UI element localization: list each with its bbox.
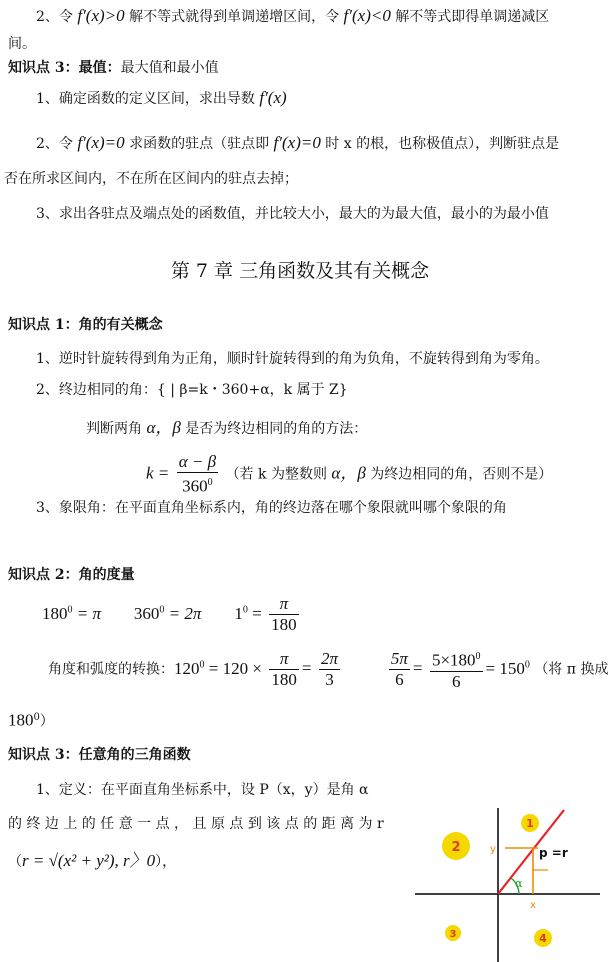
formula-line bbox=[146, 452, 552, 497]
text-line bbox=[36, 6, 549, 27]
text: 360 bbox=[133, 603, 160, 623]
fraction-denominator: 6 bbox=[452, 671, 461, 691]
text-line: 1、逆时针旋转得到角为正角，顺时针旋转得到的角为负角，不旋转得到角为零角。 bbox=[36, 351, 549, 367]
equation bbox=[486, 659, 530, 678]
math-inline: f′(x)<0 bbox=[343, 6, 391, 25]
fraction bbox=[389, 649, 410, 690]
fraction-denominator: 180 bbox=[271, 615, 297, 635]
equation bbox=[234, 604, 261, 623]
alpha-label: α bbox=[515, 877, 523, 890]
text: = 150 bbox=[485, 658, 525, 678]
fraction-denominator bbox=[177, 473, 218, 497]
text-line: 否在所求区间内，不在所在区间内的驻点去掉； bbox=[4, 171, 298, 187]
superscript: 0 bbox=[67, 604, 73, 615]
superscript: 0 bbox=[199, 659, 205, 670]
math-inline: f′(x) bbox=[259, 88, 287, 107]
heading-label: 知识点 3： bbox=[8, 747, 79, 763]
formula-line bbox=[48, 645, 608, 692]
text: 1 bbox=[234, 603, 243, 623]
fraction-numerator bbox=[430, 647, 483, 672]
math-inline: f′(x)=0 bbox=[273, 133, 321, 152]
point-label: p =r bbox=[539, 846, 568, 860]
text-line bbox=[8, 708, 54, 732]
fraction-denominator: 3 bbox=[325, 670, 334, 690]
text: 是否为终边相同的角的方法： bbox=[180, 421, 368, 437]
chapter-title: 第 7 章 三角函数及其有关概念 bbox=[170, 260, 430, 282]
text: = π bbox=[72, 603, 101, 623]
text: （将 π 换成 bbox=[534, 661, 608, 678]
y-label: y bbox=[490, 844, 496, 855]
superscript: 0 bbox=[524, 659, 530, 670]
fraction-denominator: 6 bbox=[395, 670, 404, 690]
fraction bbox=[269, 649, 299, 690]
text: 180 bbox=[42, 603, 68, 623]
text-line bbox=[86, 418, 367, 439]
text: 为终边相同的角，否则不是） bbox=[365, 466, 553, 483]
text: 360 bbox=[182, 476, 208, 496]
fraction-numerator: α − β bbox=[178, 452, 217, 471]
text: = 120 × bbox=[204, 658, 262, 678]
math-inline: f′(x)>0 bbox=[77, 6, 125, 25]
text: 时 x 的根，也称极值点），判断驻点是 bbox=[320, 136, 560, 152]
quadrant-2-label: 2 bbox=[451, 840, 461, 855]
heading-text: 角的有关概念 bbox=[78, 317, 163, 333]
heading-label: 知识点 1： bbox=[8, 317, 79, 333]
text: 180 bbox=[8, 710, 34, 730]
text: = bbox=[412, 658, 423, 678]
fraction-numerator: π bbox=[269, 649, 299, 670]
text: 1、确定函数的定义区间，求出导数 bbox=[36, 91, 260, 107]
text-line: 间。 bbox=[8, 36, 36, 52]
math-inline: α，β bbox=[331, 463, 366, 483]
fraction bbox=[177, 452, 218, 497]
quadrant-1-label: 1 bbox=[526, 817, 534, 830]
text-line: 3、求出各驻点及端点处的函数值，并比较大小，最大的为最大值，最小的为最小值 bbox=[36, 206, 549, 222]
text: 2、令 bbox=[36, 136, 78, 152]
text-line: 的 终 边 上 的 任 意 一 点 ， 且 原 点 到 该 点 的 距 离 为 r bbox=[8, 816, 384, 832]
text-line bbox=[8, 851, 176, 872]
text-line: 1、定义：在平面直角坐标系中，设 P（x，y）是角 α bbox=[36, 782, 369, 798]
heading-label: 知识点 2： bbox=[8, 567, 79, 583]
superscript: 0 bbox=[475, 651, 481, 663]
text: = 2π bbox=[164, 603, 202, 623]
equation bbox=[42, 604, 101, 623]
text-line: 2、终边相同的角：{ | β=k・360+α，k 属于 Z} bbox=[36, 382, 348, 398]
fraction-numerator: π bbox=[269, 594, 299, 615]
text-line bbox=[36, 88, 287, 109]
text-line: 3、象限角：在平面直角坐标系内，角的终边落在哪个象限就叫哪个象限的角 bbox=[36, 500, 507, 516]
text: = bbox=[247, 603, 262, 623]
text: （ bbox=[8, 854, 22, 870]
text: 解不等式就得到单调递增区间，令 bbox=[124, 9, 344, 25]
section-heading bbox=[8, 565, 135, 585]
text: 求函数的驻点（驻点即 bbox=[124, 136, 274, 152]
text: 5×180 bbox=[431, 650, 476, 670]
text: 解不等式即得单调递减区 bbox=[390, 9, 550, 25]
heading-label: 知识点 3： bbox=[8, 60, 79, 76]
quadrant-4-label: 4 bbox=[539, 932, 547, 945]
coordinate-diagram bbox=[415, 808, 600, 962]
text: （若 k 为整数则 bbox=[225, 466, 332, 483]
text-line bbox=[36, 133, 559, 154]
superscript: 0 bbox=[207, 477, 213, 488]
superscript: 0 bbox=[33, 712, 40, 723]
x-label: x bbox=[530, 900, 536, 911]
section-heading bbox=[8, 58, 219, 78]
math-inline: α，β bbox=[146, 418, 181, 437]
text: 2、令 bbox=[36, 9, 78, 25]
section-heading bbox=[8, 745, 191, 765]
section-heading bbox=[8, 315, 163, 335]
math-inline: f′(x)=0 bbox=[77, 133, 125, 152]
math-inline: k = bbox=[146, 463, 170, 483]
text: ） bbox=[39, 713, 54, 730]
fraction-numerator: 5π bbox=[390, 649, 408, 669]
text: 角度和弧度的转换： bbox=[48, 661, 174, 678]
equation bbox=[134, 604, 202, 623]
quadrant-3-label: 3 bbox=[449, 929, 457, 940]
heading-text: 任意角的三角函数 bbox=[78, 747, 191, 763]
fraction-denominator: 180 bbox=[271, 670, 297, 690]
text: ）， bbox=[155, 854, 177, 870]
superscript: 0 bbox=[159, 604, 165, 615]
fraction-numerator: 2π bbox=[320, 649, 338, 669]
text: 120 bbox=[174, 658, 200, 678]
formula-line bbox=[42, 590, 302, 635]
heading-label: 最值： bbox=[78, 60, 121, 76]
fraction bbox=[319, 649, 340, 690]
text: = bbox=[301, 658, 312, 678]
fraction bbox=[430, 647, 483, 692]
math-inline: r = √(x² + y²), r〉0 bbox=[22, 851, 156, 870]
text: 判断两角 bbox=[86, 421, 147, 437]
heading-text: 角的度量 bbox=[78, 567, 135, 583]
fraction bbox=[269, 594, 299, 635]
superscript: 0 bbox=[242, 604, 248, 615]
heading-text: 最大值和最小值 bbox=[120, 60, 219, 76]
equation bbox=[174, 659, 262, 678]
